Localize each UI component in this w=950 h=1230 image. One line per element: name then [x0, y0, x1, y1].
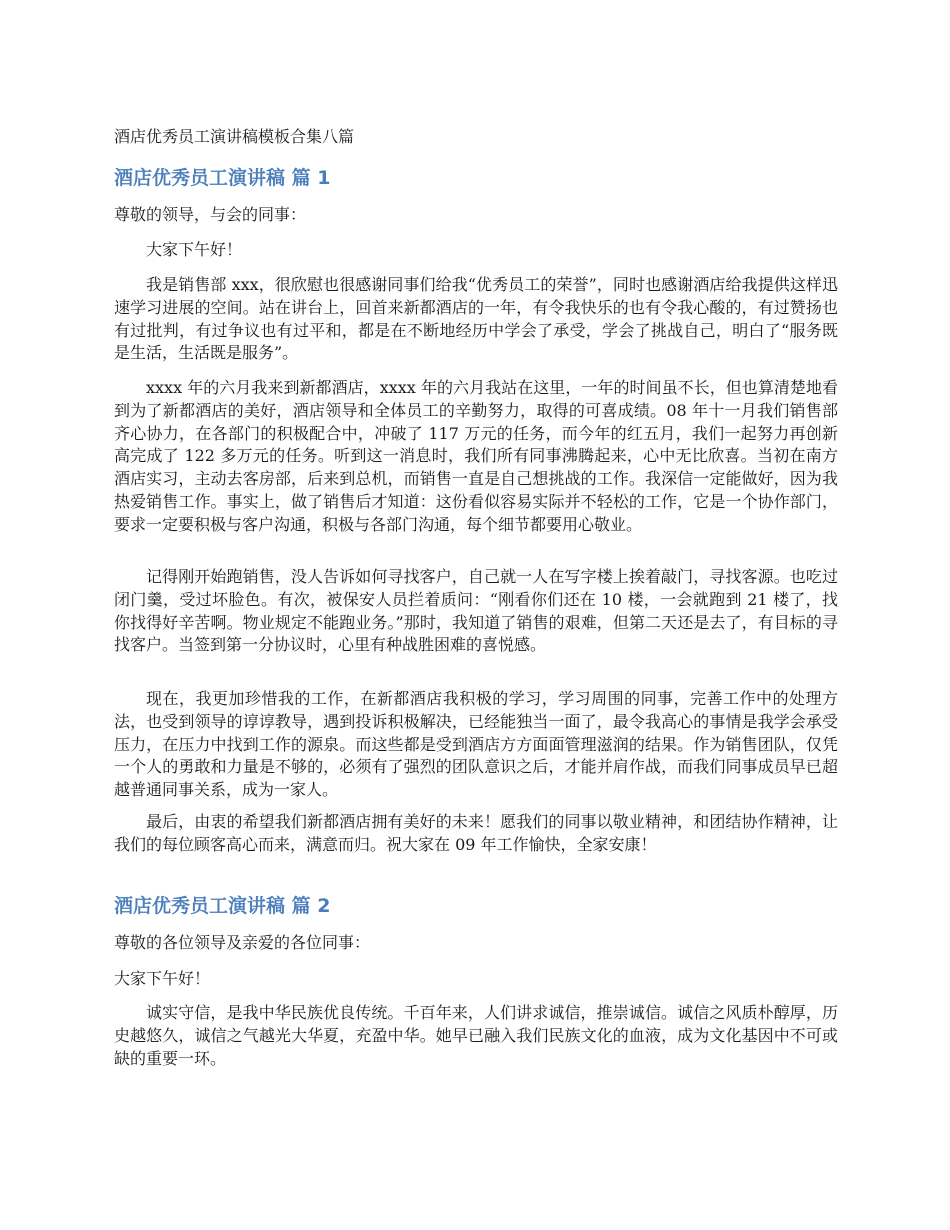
section-2-salutation: 尊敬的各位领导及亲爱的各位同事：	[114, 933, 371, 952]
section-1-paragraph: 记得刚开始跑销售，没人告诉如何寻找客户，自己就一人在写字楼上挨着敲门，寻找客源。也吃过闭门羹，受过坏脸色。有次，被保安人员拦着质问：“刚看你们还在 10 楼，一会就跑到 21 楼了，找你找得好辛苦啊。物业规定不能跑业务。”那时，我知道了销售的艰难，但第二天还是去了，有目标的寻找客户。当签到第一分协议时，心里有种战胜困难的喜悦感。	[114, 567, 838, 655]
section-1-paragraph: 我是销售部 xxx，很欣慰也很感谢同事们给我“优秀员工的荣誉”，同时也感谢酒店给我提供这样迅速学习进展的空间。站在讲台上，回首来新都酒店的一年，有令我快乐的也有令我心酸的，有过赞扬也有过批判，有过争议也有过平和，都是在不断地经历中学会了承受，学会了挑战自己，明白了“服务既是生活，生活既是服务”。	[114, 275, 838, 363]
section-1-greeting: 大家下午好！	[146, 240, 243, 259]
section-2-paragraph: 诚实守信，是我中华民族优良传统。千百年来，人们讲求诚信，推崇诚信。诚信之风质朴醇厚，历史越悠久，诚信之气越光大华夏，充盈中华。她早已融入我们民族文化的血液，成为文化基因中不可或缺的重要一环。	[114, 1003, 838, 1068]
document-title: 酒店优秀员工演讲稿模板合集八篇	[114, 127, 355, 146]
section-2-greeting: 大家下午好！	[114, 969, 211, 988]
section-1-paragraph: 现在，我更加珍惜我的工作，在新都酒店我积极的学习，学习周围的同事，完善工作中的处理方法，也受到领导的谆谆教导，遇到投诉积极解决，已经能独当一面了，最令我高心的事情是我学会承受压力，在压力中找到工作的源泉。而这些都是受到酒店方方面面管理滋润的结果。作为销售团队，仅凭一个人的勇敢和力量是不够的，必须有了强烈的团队意识之后，才能并肩作战，而我们同事成员早已超越普通同事关系，成为一家人。	[114, 689, 838, 800]
section-1-salutation: 尊敬的领导，与会的同事：	[114, 205, 307, 224]
section-1-paragraph: 最后，由衷的希望我们新都酒店拥有美好的未来！愿我们的同事以敬业精神，和团结协作精神，让我们的每位顾客高心而来，满意而归。祝大家在 09 年工作愉快，全家安康！	[114, 812, 838, 854]
section-1-heading: 酒店优秀员工演讲稿 篇 1	[114, 167, 331, 189]
section-1-paragraph: xxxx 年的六月我来到新都酒店，xxxx 年的六月我站在这里，一年的时间虽不长，但也算清楚地看到为了新都酒店的美好，酒店领导和全体员工的辛勤努力，取得的可喜成绩。08 年十一月我们销售部齐心协力，在各部门的积极配合中，冲破了 117 万元的任务，而今年的红五月，我们一起努力再创新高完成了 122 多万元的任务。听到这一消息时，我们所有同事沸腾起来，心中无比欣喜。当初在南方酒店实习，主动去客房部，后来到总机，而销售一直是自己想挑战的工作。我深信一定能做好，因为我热爱销售工作。事实上，做了销售后才知道：这份看似容易实际并不轻松的工作，它是一个协作部门，要求一定要积极与客户沟通，积极与各部门沟通，每个细节都要用心敬业。	[114, 378, 838, 534]
section-2-heading: 酒店优秀员工演讲稿 篇 2	[114, 895, 331, 917]
